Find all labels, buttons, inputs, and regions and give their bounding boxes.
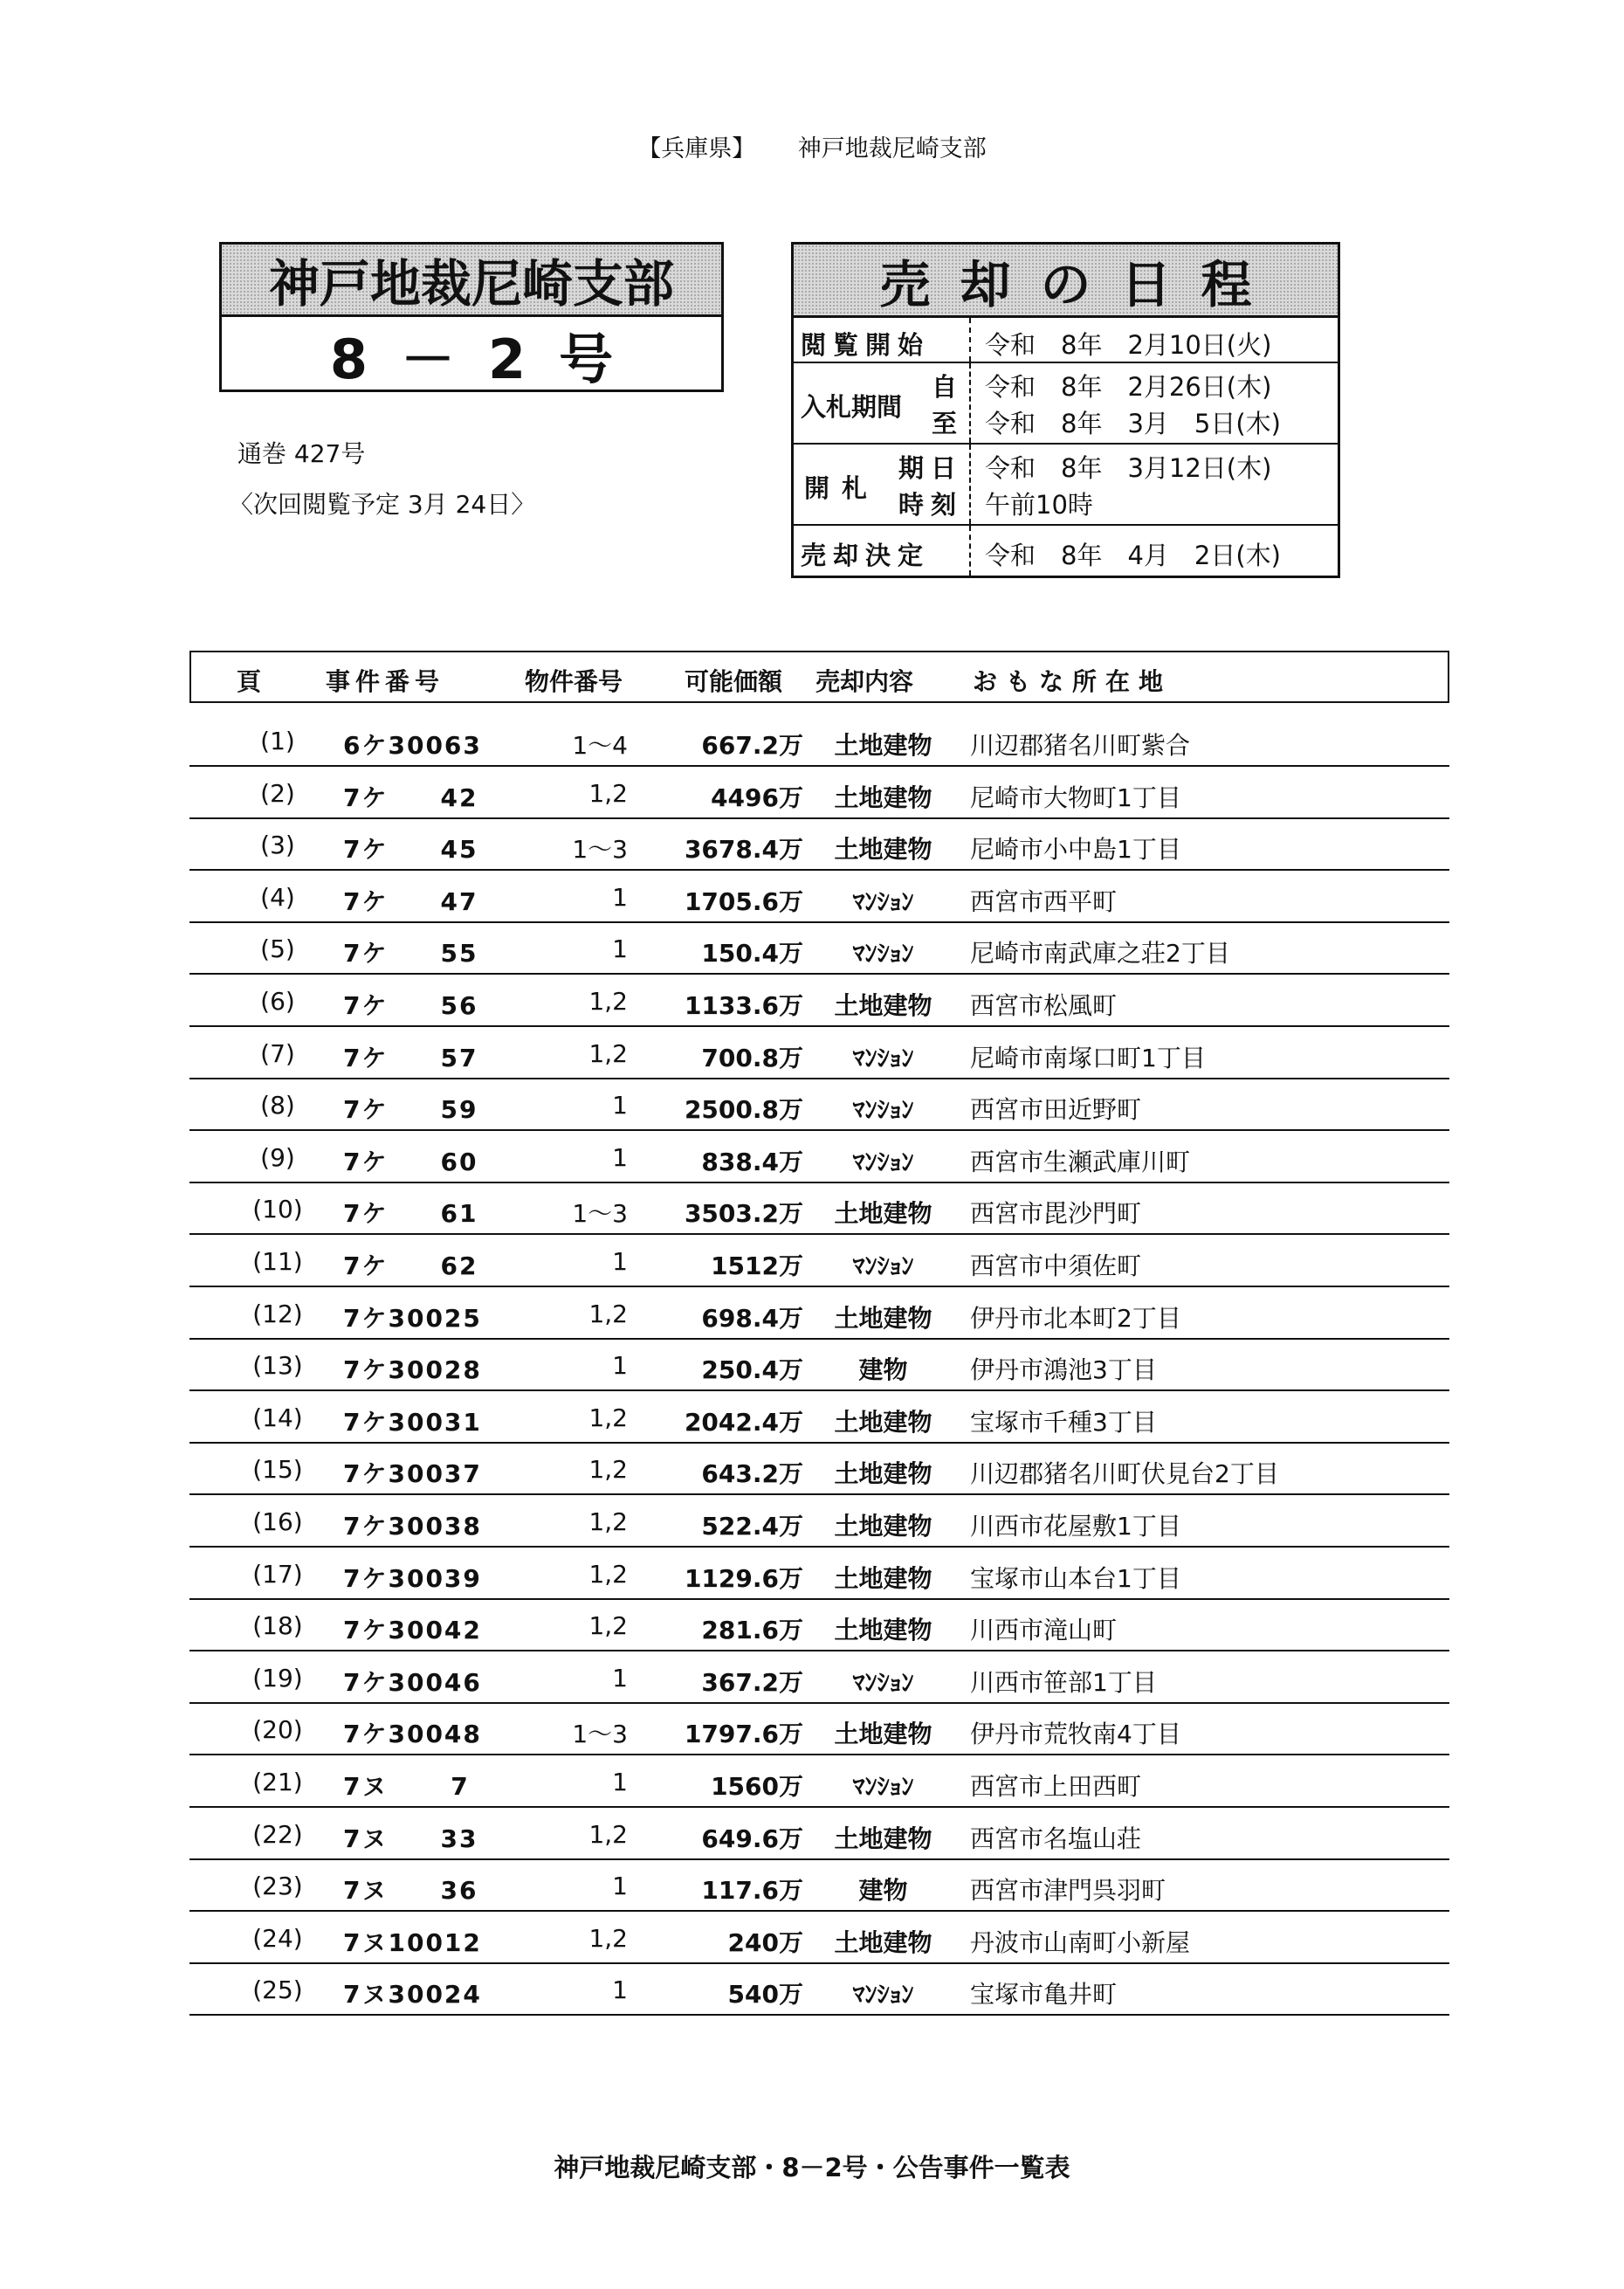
row-page: (9): [260, 1143, 295, 1172]
row-location: 尼崎市小中島1丁目: [970, 835, 1181, 864]
table-row: [189, 1131, 1449, 1183]
row-content: 土地建物: [834, 1304, 932, 1333]
row-page: (12): [252, 1300, 303, 1328]
table-row: [189, 1339, 1449, 1391]
table-row: [189, 1912, 1449, 1964]
row-content: ﾏﾝｼｮﾝ: [852, 1095, 914, 1124]
row-case-no: 7ケ30025: [343, 1304, 482, 1333]
row-content: 土地建物: [834, 1720, 932, 1748]
row-price: 1797.6万: [684, 1720, 803, 1748]
row-price: 367.2万: [701, 1668, 803, 1697]
title-court: 神戸地裁尼崎支部: [222, 245, 721, 317]
opening-date-value: 令和 8年 3月12日(木): [985, 453, 1272, 483]
bid-from-value: 令和 8年 2月26日(木): [985, 372, 1272, 402]
row-location: 川西市花屋敷1丁目: [970, 1512, 1181, 1541]
row-price: 1705.6万: [684, 887, 803, 916]
row-property-no: 1: [612, 1664, 628, 1693]
row-price: 240万: [727, 1928, 803, 1957]
decision-label: 売却決定: [801, 541, 931, 570]
header-case-no: 事件番号: [326, 667, 445, 696]
table-row: [189, 1027, 1449, 1079]
row-case-no: 7ケ 45: [343, 835, 478, 864]
schedule-row-viewing: [794, 318, 1338, 363]
row-page: (6): [260, 987, 295, 1016]
row-content: 建物: [858, 1355, 908, 1384]
header-location: おもな所在地: [973, 667, 1173, 696]
viewing-start-label: 閲覧開始: [801, 330, 931, 360]
row-location: 西宮市田近野町: [970, 1095, 1142, 1124]
row-price: 3503.2万: [684, 1199, 803, 1228]
row-location: 宝塚市千種3丁目: [970, 1408, 1157, 1437]
row-location: 尼崎市南塚口町1丁目: [970, 1044, 1206, 1072]
row-content: 建物: [858, 1876, 908, 1905]
decision-value: 令和 8年 4月 2日(木): [985, 541, 1281, 570]
row-location: 伊丹市荒牧南4丁目: [970, 1720, 1181, 1748]
row-location: 宝塚市山本台1丁目: [970, 1564, 1181, 1593]
table-row: [189, 1651, 1449, 1704]
row-price: 1129.6万: [684, 1564, 803, 1593]
sale-schedule-box: [791, 242, 1340, 578]
title-box: [219, 242, 724, 392]
row-case-no: 7ヌ10012: [343, 1928, 482, 1957]
table-row: [189, 1703, 1449, 1755]
row-property-no: 1,2: [588, 1507, 628, 1536]
page-footer: 神戸地裁尼崎支部・8－2号・公告事件一覧表: [554, 2153, 1070, 2182]
table-row: [189, 1235, 1449, 1287]
next-viewing-date: 〈次回閲覧予定 3月 24日〉: [229, 490, 536, 519]
row-page: (5): [260, 934, 295, 963]
row-price: 3678.4万: [684, 835, 803, 864]
row-price: 643.2万: [701, 1459, 803, 1488]
row-price: 1512万: [711, 1251, 803, 1280]
row-location: 宝塚市亀井町: [970, 1980, 1118, 2009]
row-property-no: 1,2: [588, 1039, 628, 1068]
row-location: 尼崎市大物町1丁目: [970, 783, 1181, 812]
row-case-no: 7ヌ30024: [343, 1980, 482, 2009]
row-price: 700.8万: [701, 1044, 803, 1072]
row-price: 698.4万: [701, 1304, 803, 1333]
row-case-no: 7ヌ 33: [343, 1824, 478, 1853]
row-location: 西宮市毘沙門町: [970, 1199, 1142, 1228]
row-page: (2): [260, 779, 295, 808]
bid-to-value: 令和 8年 3月 5日(木): [985, 409, 1281, 438]
table-row: [189, 1182, 1449, 1235]
row-page: (18): [252, 1611, 303, 1640]
row-property-no: 1: [612, 1975, 628, 2004]
row-page: (4): [260, 883, 295, 912]
row-property-no: 1,2: [588, 1403, 628, 1432]
row-location: 川辺郡猪名川町紫合: [970, 731, 1191, 760]
row-case-no: 7ケ30038: [343, 1512, 482, 1541]
row-location: 西宮市中須佐町: [970, 1251, 1142, 1280]
row-price: 838.4万: [701, 1148, 803, 1176]
row-page: (3): [260, 831, 295, 859]
row-property-no: 1,2: [588, 1455, 628, 1484]
row-price: 117.6万: [701, 1876, 803, 1905]
row-content: ﾏﾝｼｮﾝ: [852, 1251, 914, 1280]
row-case-no: 7ヌ 7: [343, 1772, 470, 1801]
row-page: (10): [252, 1195, 303, 1224]
header-court: 神戸地裁尼崎支部: [797, 135, 987, 162]
volume-number: 通巻 427号: [237, 439, 366, 468]
row-location: 西宮市津門呉羽町: [970, 1876, 1166, 1905]
row-case-no: 7ケ30046: [343, 1668, 482, 1697]
row-property-no: 1,2: [588, 1560, 628, 1589]
table-row: [189, 1079, 1449, 1131]
row-page: (11): [252, 1247, 303, 1276]
table-row: [189, 1808, 1449, 1860]
table-row: [189, 818, 1449, 871]
row-price: 540万: [727, 1980, 803, 2009]
row-price: 667.2万: [701, 731, 803, 760]
schedule-row-bid-period: [794, 363, 1338, 445]
row-case-no: 7ケ 62: [343, 1251, 478, 1280]
row-page: (22): [252, 1820, 303, 1849]
row-content: 土地建物: [834, 1824, 932, 1853]
row-content: ﾏﾝｼｮﾝ: [852, 1044, 914, 1072]
row-location: 川西市滝山町: [970, 1616, 1118, 1644]
row-content: ﾏﾝｼｮﾝ: [852, 939, 914, 968]
row-case-no: 7ケ 61: [343, 1199, 478, 1228]
row-case-no: 7ケ30037: [343, 1459, 482, 1488]
schedule-row-opening: [794, 445, 1338, 526]
row-property-no: 1〜4: [572, 731, 628, 760]
header-content: 売却内容: [815, 667, 914, 696]
title-issue: 8－2号: [329, 327, 647, 391]
row-location: 西宮市名塩山荘: [970, 1824, 1142, 1853]
row-property-no: 1,2: [588, 1924, 628, 1953]
row-page: (17): [252, 1560, 303, 1589]
row-property-no: 1〜3: [572, 835, 628, 864]
table-row: [189, 1755, 1449, 1808]
row-location: 伊丹市北本町2丁目: [970, 1304, 1181, 1333]
row-case-no: 7ケ30042: [343, 1616, 482, 1644]
row-page: (14): [252, 1403, 303, 1432]
row-property-no: 1,2: [588, 1611, 628, 1640]
row-page: (24): [252, 1924, 303, 1953]
row-property-no: 1: [612, 1768, 628, 1796]
row-property-no: 1,2: [588, 1300, 628, 1328]
row-location: 川辺郡猪名川町伏見台2丁目: [970, 1459, 1279, 1488]
row-content: 土地建物: [834, 1564, 932, 1593]
row-content: ﾏﾝｼｮﾝ: [852, 1980, 914, 2009]
row-page: (25): [252, 1975, 303, 2004]
row-case-no: 7ケ 57: [343, 1044, 478, 1072]
schedule-row-decision: [794, 526, 1338, 576]
table-row: [189, 1495, 1449, 1548]
bid-to-label: 至: [932, 409, 958, 438]
row-content: ﾏﾝｼｮﾝ: [852, 1772, 914, 1801]
row-page: (21): [252, 1768, 303, 1796]
row-case-no: 7ケ30031: [343, 1408, 482, 1437]
row-location: 西宮市生瀬武庫川町: [970, 1148, 1191, 1176]
row-case-no: 7ケ 55: [343, 939, 478, 968]
table-header: [189, 651, 1449, 703]
row-property-no: 1,2: [588, 1820, 628, 1849]
table-row: [189, 1443, 1449, 1495]
row-content: 土地建物: [834, 835, 932, 864]
row-case-no: 7ケ30048: [343, 1720, 482, 1748]
row-page: (16): [252, 1507, 303, 1536]
row-property-no: 1〜3: [572, 1720, 628, 1748]
row-content: 土地建物: [834, 1616, 932, 1644]
row-location: 伊丹市鴻池3丁目: [970, 1355, 1157, 1384]
row-content: ﾏﾝｼｮﾝ: [852, 1668, 914, 1697]
table-row: [189, 1548, 1449, 1600]
opening-time-value: 午前10時: [985, 490, 1093, 520]
row-content: ﾏﾝｼｮﾝ: [852, 1148, 914, 1176]
row-property-no: 1: [612, 1351, 628, 1380]
header-prefecture: 【兵庫県】: [637, 135, 756, 162]
row-property-no: 1,2: [588, 987, 628, 1016]
table-row: [189, 767, 1449, 819]
row-location: 西宮市上田西町: [970, 1772, 1142, 1801]
row-content: 土地建物: [834, 1459, 932, 1488]
table-row: [189, 922, 1449, 975]
bid-from-label: 自: [932, 372, 958, 402]
row-price: 1133.6万: [684, 991, 803, 1020]
header-page: 頁: [237, 667, 262, 696]
row-page: (1): [260, 727, 295, 755]
row-case-no: 7ケ30028: [343, 1355, 482, 1384]
row-price: 649.6万: [701, 1824, 803, 1853]
table-row: [189, 1287, 1449, 1340]
row-location: 西宮市西平町: [970, 887, 1118, 916]
row-page: (13): [252, 1351, 303, 1380]
opening-date-label: 期日: [898, 453, 964, 483]
header-price: 可能価額: [685, 667, 783, 696]
row-property-no: 1: [612, 1091, 628, 1120]
row-price: 522.4万: [701, 1512, 803, 1541]
row-content: 土地建物: [834, 1408, 932, 1437]
opening-time-label: 時刻: [898, 490, 964, 520]
row-price: 1560万: [711, 1772, 803, 1801]
row-price: 4496万: [711, 783, 803, 812]
row-case-no: 6ケ30063: [343, 731, 482, 760]
schedule-title: 売却の日程: [794, 245, 1338, 318]
row-property-no: 1,2: [588, 779, 628, 808]
header-property-no: 物件番号: [525, 667, 623, 696]
row-case-no: 7ヌ 36: [343, 1876, 478, 1905]
table-row: [189, 714, 1449, 767]
row-property-no: 1: [612, 1247, 628, 1276]
row-price: 2500.8万: [684, 1095, 803, 1124]
row-location: 西宮市松風町: [970, 991, 1118, 1020]
table-row: [189, 1859, 1449, 1912]
table-row: [189, 1599, 1449, 1651]
row-case-no: 7ケ 60: [343, 1148, 478, 1176]
row-location: 尼崎市南武庫之荘2丁目: [970, 939, 1230, 968]
table-row: [189, 975, 1449, 1027]
row-content: 土地建物: [834, 1199, 932, 1228]
row-location: 丹波市山南町小新屋: [970, 1928, 1191, 1957]
row-price: 281.6万: [701, 1616, 803, 1644]
row-page: (7): [260, 1039, 295, 1068]
table-row: [189, 1391, 1449, 1444]
row-property-no: 1: [612, 1872, 628, 1900]
row-page: (19): [252, 1664, 303, 1693]
row-price: 2042.4万: [684, 1408, 803, 1437]
row-case-no: 7ケ 59: [343, 1095, 478, 1124]
row-case-no: 7ケ 42: [343, 783, 478, 812]
table-row: [189, 1963, 1449, 2016]
row-price: 250.4万: [701, 1355, 803, 1384]
row-property-no: 1〜3: [572, 1199, 628, 1228]
page-header: [0, 129, 1624, 163]
row-content: ﾏﾝｼｮﾝ: [852, 887, 914, 916]
row-case-no: 7ケ 56: [343, 991, 478, 1020]
row-content: 土地建物: [834, 783, 932, 812]
row-property-no: 1: [612, 883, 628, 912]
row-property-no: 1: [612, 1143, 628, 1172]
row-case-no: 7ケ30039: [343, 1564, 482, 1593]
row-content: 土地建物: [834, 1512, 932, 1541]
row-page: (23): [252, 1872, 303, 1900]
table-row: [189, 871, 1449, 923]
row-location: 川西市笹部1丁目: [970, 1668, 1157, 1697]
row-price: 150.4万: [701, 939, 803, 968]
row-content: 土地建物: [834, 1928, 932, 1957]
row-page: (20): [252, 1715, 303, 1744]
opening-label: 開札: [804, 473, 880, 503]
viewing-start-value: 令和 8年 2月10日(火): [985, 330, 1272, 360]
bid-period-label: 入札期間: [801, 392, 903, 422]
row-property-no: 1: [612, 934, 628, 963]
row-content: 土地建物: [834, 731, 932, 760]
row-case-no: 7ケ 47: [343, 887, 478, 916]
row-content: 土地建物: [834, 991, 932, 1020]
row-page: (15): [252, 1455, 303, 1484]
row-page: (8): [260, 1091, 295, 1120]
